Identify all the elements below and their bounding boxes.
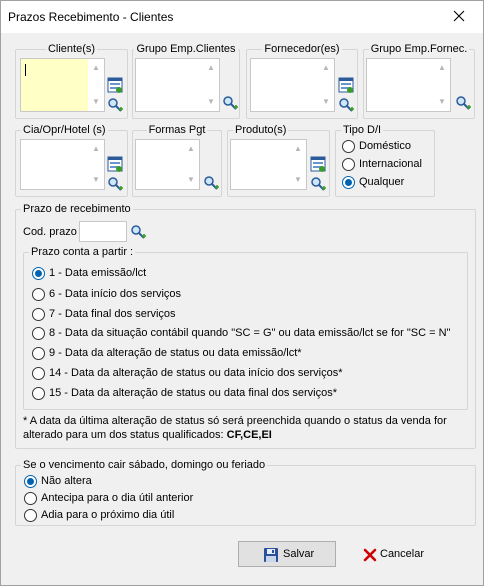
radio-qualquer[interactable] <box>342 176 355 189</box>
radio-adia[interactable] <box>24 509 37 522</box>
formas-pgt-list[interactable] <box>135 139 200 190</box>
radio-internacional[interactable] <box>342 158 355 171</box>
search-icon[interactable] <box>455 95 471 111</box>
grupo-emp-fornec-scrollbar[interactable] <box>434 59 450 111</box>
grupo-emp-clientes-legend: Grupo Emp.Clientes <box>136 43 236 55</box>
scroll-down-icon[interactable]: ▼ <box>294 175 302 184</box>
clientes-list[interactable] <box>20 58 105 112</box>
radio-prazo-6[interactable] <box>32 288 45 301</box>
produtos-legend: Produto(s) <box>235 124 287 136</box>
formas-pgt-legend: Formas Pgt <box>148 124 206 136</box>
grupo-emp-clientes-scrollbar[interactable] <box>203 59 219 111</box>
grupo-emp-fornec-legend: Grupo Emp.Fornec. <box>370 43 468 55</box>
scroll-up-icon[interactable]: ▲ <box>92 144 100 153</box>
cia-opr-hotel-legend: Cia/Opr/Hotel (s) <box>23 124 106 136</box>
formas-pgt-scrollbar[interactable] <box>183 140 199 189</box>
select-list-icon[interactable] <box>338 77 354 93</box>
status-note-codes: CF,CE,EI <box>226 429 272 441</box>
radio-prazo-15-label: 15 - Data da alteração de status ou data final dos serviços* <box>49 387 338 399</box>
clientes-legend: Cliente(s) <box>47 43 96 55</box>
fornecedores-list[interactable] <box>250 58 335 112</box>
scroll-up-icon[interactable]: ▲ <box>92 63 100 72</box>
radio-antecipa[interactable] <box>24 492 37 505</box>
search-icon[interactable] <box>130 224 146 240</box>
scroll-up-icon[interactable]: ▲ <box>207 63 215 72</box>
grupo-emp-fornec-list[interactable] <box>366 58 451 112</box>
close-button[interactable] <box>437 1 483 32</box>
cod-prazo-label: Cod. prazo <box>23 226 77 238</box>
produtos-list[interactable] <box>230 139 307 190</box>
scroll-down-icon[interactable]: ▼ <box>187 175 195 184</box>
search-icon[interactable] <box>107 97 123 113</box>
tipo-di-legend: Tipo D/I <box>343 124 382 136</box>
scroll-up-icon[interactable]: ▲ <box>438 63 446 72</box>
prazo-conta-legend: Prazo conta a partir : <box>31 246 134 258</box>
select-list-icon[interactable] <box>107 77 123 93</box>
radio-prazo-1-label: 1 - Data emissão/lct <box>49 267 147 279</box>
radio-internacional-label: Internacional <box>359 158 422 170</box>
close-icon <box>453 10 465 22</box>
cia-opr-hotel-scrollbar[interactable] <box>88 140 104 189</box>
radio-prazo-1[interactable] <box>32 267 45 280</box>
fornecedores-legend: Fornecedor(es) <box>264 43 340 55</box>
select-list-icon[interactable] <box>107 156 123 172</box>
radio-prazo-9[interactable] <box>32 347 45 360</box>
search-icon[interactable] <box>107 176 123 192</box>
radio-nao-altera[interactable] <box>24 475 37 488</box>
scroll-down-icon[interactable]: ▼ <box>92 175 100 184</box>
cia-opr-hotel-list[interactable] <box>20 139 105 190</box>
prazo-recebimento-legend: Prazo de recebimento <box>23 203 131 215</box>
cod-prazo-input[interactable] <box>79 221 127 242</box>
radio-nao-altera-label: Não altera <box>41 475 92 487</box>
status-note-line1: * A data da última alteração de status só será preenchida quando o status da venda for <box>23 415 447 427</box>
produtos-scrollbar[interactable] <box>290 140 306 189</box>
search-icon[interactable] <box>338 97 354 113</box>
scroll-up-icon[interactable]: ▲ <box>294 144 302 153</box>
radio-prazo-7-label: 7 - Data final dos serviços <box>49 308 176 320</box>
clientes-scrollbar[interactable] <box>88 59 104 111</box>
title-bar <box>1 1 483 33</box>
radio-prazo-14[interactable] <box>32 367 45 380</box>
status-note-line2: alterado para um dos status qualificados: <box>23 429 227 441</box>
scroll-up-icon[interactable]: ▲ <box>322 63 330 72</box>
save-button-label: Salvar <box>283 548 315 560</box>
scroll-down-icon[interactable]: ▼ <box>207 97 215 106</box>
radio-domestico-label: Doméstico <box>359 140 411 152</box>
scroll-down-icon[interactable]: ▼ <box>438 97 446 106</box>
scroll-down-icon[interactable]: ▼ <box>92 97 100 106</box>
cancel-button[interactable] <box>345 541 440 567</box>
search-icon[interactable] <box>222 95 238 111</box>
text-cursor <box>25 64 26 76</box>
radio-prazo-8[interactable] <box>32 327 45 340</box>
radio-prazo-15[interactable] <box>32 387 45 400</box>
vencimento-legend: Se o vencimento cair sábado, domingo ou feriado <box>23 459 266 471</box>
fornecedores-scrollbar[interactable] <box>318 59 334 111</box>
search-icon[interactable] <box>203 175 219 191</box>
radio-prazo-7[interactable] <box>32 308 45 321</box>
radio-qualquer-label: Qualquer <box>359 176 405 188</box>
search-icon[interactable] <box>310 176 326 192</box>
save-icon <box>263 547 279 563</box>
grupo-emp-clientes-list[interactable] <box>135 58 220 112</box>
radio-domestico[interactable] <box>342 140 355 153</box>
radio-prazo-6-label: 6 - Data início dos serviços <box>49 288 182 300</box>
scroll-down-icon[interactable]: ▼ <box>322 97 330 106</box>
window-title: Prazos Recebimento - Clientes <box>8 10 174 24</box>
radio-antecipa-label: Antecipa para o dia útil anterior <box>41 492 194 504</box>
radio-prazo-14-label: 14 - Data da alteração de status ou data início dos serviços* <box>49 367 343 379</box>
save-button[interactable] <box>238 541 336 567</box>
cancel-icon <box>362 547 378 563</box>
scroll-up-icon[interactable]: ▲ <box>187 144 195 153</box>
radio-prazo-9-label: 9 - Data da alteração de status ou data emissão/lct* <box>49 347 302 359</box>
radio-prazo-8-label: 8 - Data da situação contábil quando "SC = G" ou data emissão/lct se for "SC = N" <box>49 327 451 339</box>
status-note <box>23 414 473 442</box>
cancel-button-label: Cancelar <box>380 548 425 560</box>
select-list-icon[interactable] <box>310 156 326 172</box>
radio-adia-label: Adia para o próximo dia útil <box>41 509 175 521</box>
